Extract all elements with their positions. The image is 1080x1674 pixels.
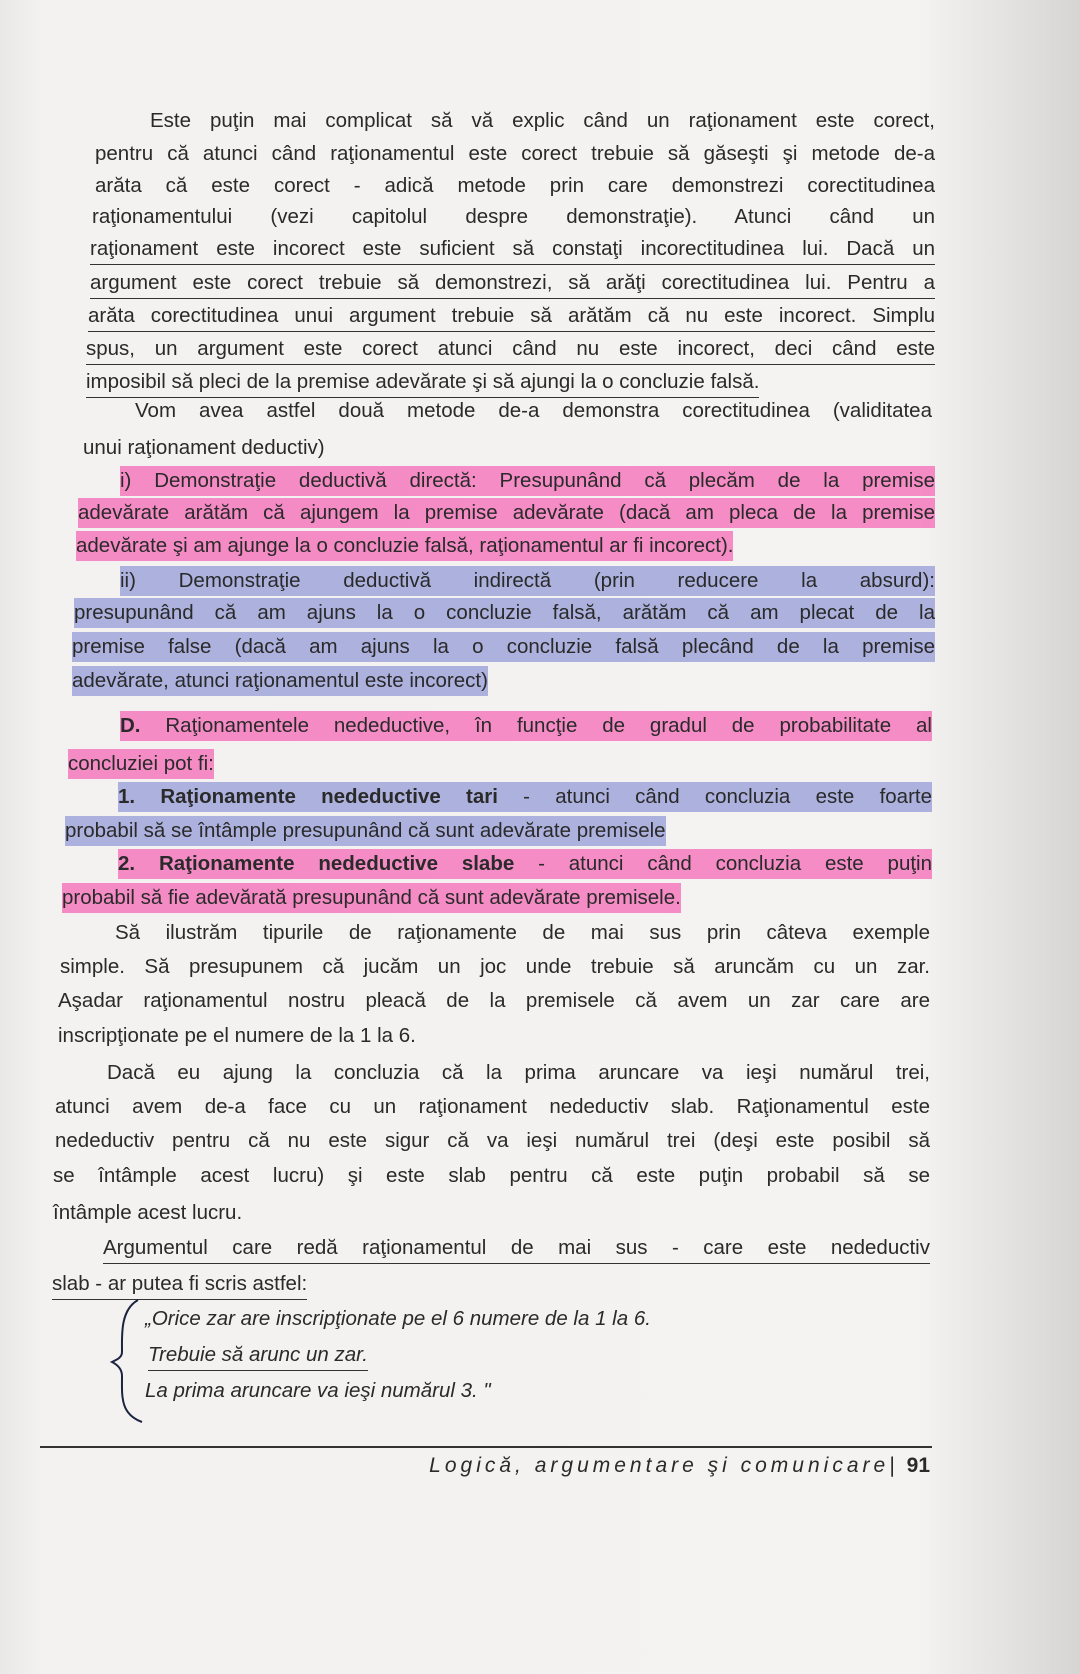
line-text: Este puţin mai complicat să vă explic când un raţionament este corect, bbox=[150, 109, 935, 132]
line-text: nedeductiv pentru că nu este sigur că va ieşi numărul trei (deşi este posibil să bbox=[55, 1129, 930, 1152]
text-line bbox=[53, 1161, 930, 1191]
line-text: atunci avem de-a face cu un raţionament nedeductiv slab. Raţionamentul este bbox=[55, 1095, 930, 1118]
highlighted-text-line bbox=[120, 711, 932, 741]
book-title: Logică, argumentare şi comunicare| bbox=[429, 1454, 899, 1477]
line-text: ii) Demonstraţie deductivă indirectă (prin reducere la absurd): bbox=[120, 569, 935, 592]
line-text: - atunci când concluzia este foarte bbox=[497, 785, 932, 808]
bold-term: 2. Raţionamente nedeductive slabe bbox=[118, 852, 515, 875]
line-text: adevărate, atunci raţionamentul este incorect) bbox=[72, 669, 488, 692]
text-line bbox=[95, 139, 935, 169]
line-text: „Orice zar are inscripţionate pe el 6 numere de la 1 la 6. bbox=[145, 1307, 651, 1330]
text-line bbox=[145, 1376, 491, 1406]
line-text: adevărate arătăm că ajungem la premise adevărate (dacă am pleca de la premise bbox=[78, 501, 935, 524]
text-line bbox=[58, 1021, 416, 1051]
line-text: întâmple acest lucru. bbox=[53, 1201, 243, 1224]
line-text: probabil să fie adevărată presupunând că sunt adevărate premisele. bbox=[62, 886, 681, 909]
highlighted-text-line bbox=[76, 531, 733, 561]
line-text: simple. Să presupunem că jucăm un joc unde trebuie să aruncăm cu un zar. bbox=[60, 955, 930, 978]
highlighted-text-line bbox=[118, 849, 932, 879]
line-text: se întâmple acest lucru) şi este slab pentru că este puţin probabil să se bbox=[53, 1164, 930, 1187]
highlighted-text-line bbox=[65, 816, 666, 846]
text-line bbox=[90, 268, 935, 299]
line-text: inscripţionate pe el numere de la 1 la 6. bbox=[58, 1024, 416, 1047]
line-text: arăta că este corect - adică metode prin care demonstrezi corectitudinea bbox=[95, 174, 935, 197]
text-line bbox=[107, 1058, 930, 1088]
text-line bbox=[150, 106, 935, 136]
line-text: Dacă eu ajung la concluzia că la prima aruncare va ieşi numărul trei, bbox=[107, 1061, 930, 1084]
page-number: 91 bbox=[906, 1454, 930, 1477]
highlighted-text-line bbox=[118, 782, 932, 812]
line-text: presupunând că am ajuns la o concluzie falsă, arătăm că am plecat de la bbox=[74, 601, 935, 624]
text-line bbox=[135, 396, 932, 426]
text-line bbox=[88, 301, 935, 332]
handwritten-brace bbox=[108, 1296, 148, 1426]
highlighted-text-line bbox=[62, 883, 681, 913]
line-text: probabil să se întâmple presupunând că sunt adevărate premisele bbox=[65, 819, 666, 842]
bold-term: D. bbox=[120, 714, 141, 737]
text-line bbox=[52, 1269, 307, 1300]
line-text: Raţionamentele nedeductive, în funcţie de gradul de probabilitate al bbox=[140, 714, 932, 737]
text-line bbox=[145, 1304, 651, 1334]
bold-term: 1. Raţionamente nedeductive tari bbox=[118, 785, 498, 808]
line-text: Argumentul care redă raţionamentul de mai sus - care este nedeductiv bbox=[103, 1236, 930, 1259]
text-line bbox=[55, 1092, 930, 1122]
text-line bbox=[90, 234, 935, 265]
highlighted-text-line bbox=[74, 598, 935, 628]
text-line bbox=[58, 986, 930, 1016]
line-text: Să ilustrăm tipurile de raţionamente de mai sus prin câteva exemple bbox=[115, 921, 930, 944]
line-text: adevărate şi am ajunge la o concluzie falsă, raţionamentul ar fi incorect). bbox=[76, 534, 734, 557]
highlighted-text-line bbox=[120, 466, 935, 496]
line-text: pentru că atunci când raţionamentul este corect trebuie să găseşti şi metode de-a bbox=[95, 142, 935, 165]
page-footer bbox=[429, 1454, 930, 1478]
text-line bbox=[86, 334, 935, 365]
footer-rule bbox=[40, 1446, 932, 1448]
highlighted-text-line bbox=[120, 566, 935, 596]
highlighted-text-line bbox=[72, 666, 488, 696]
line-text: Trebuie să arunc un zar. bbox=[148, 1343, 368, 1366]
highlighted-text-line bbox=[78, 498, 935, 528]
line-text: La prima aruncare va ieşi numărul 3. " bbox=[145, 1379, 491, 1402]
text-line bbox=[60, 952, 930, 982]
line-text: arăta corectitudinea unui argument trebuie să arătăm că nu este incorect. Simplu bbox=[88, 304, 935, 327]
line-text: raţionamentului (vezi capitolul despre demonstraţie). Atunci când un bbox=[92, 205, 935, 228]
highlighted-text-line bbox=[72, 632, 935, 662]
text-line bbox=[95, 171, 935, 201]
text-line bbox=[83, 433, 325, 463]
line-text: i) Demonstraţie deductivă directă: Presupunând că plecăm de la premise bbox=[120, 469, 935, 492]
line-text: Aşadar raţionamentul nostru pleacă de la premisele că avem un zar care are bbox=[58, 989, 930, 1012]
line-text: unui raţionament deductiv) bbox=[83, 436, 325, 459]
text-line bbox=[55, 1126, 930, 1156]
text-line bbox=[86, 367, 759, 398]
line-text: concluziei pot fi: bbox=[68, 752, 214, 775]
line-text: spus, un argument este corect atunci când nu este incorect, deci când este bbox=[86, 337, 935, 360]
line-text: raţionament este incorect este suficient să constaţi incorectitudinea lui. Dacă un bbox=[90, 237, 935, 260]
line-text: imposibil să pleci de la premise adevărate şi să ajungi la o concluzie falsă. bbox=[86, 370, 760, 393]
text-line bbox=[103, 1233, 930, 1264]
line-text: slab - ar putea fi scris astfel: bbox=[52, 1272, 308, 1295]
line-text: argument este corect trebuie să demonstrezi, să arăţi corectitudinea lui. Pentru a bbox=[90, 271, 935, 294]
text-line bbox=[148, 1340, 368, 1371]
text-line bbox=[92, 202, 935, 232]
line-text: - atunci când concluzia este puţin bbox=[514, 852, 932, 875]
text-line bbox=[115, 918, 930, 948]
text-line bbox=[53, 1198, 242, 1228]
line-text: Vom avea astfel două metode de-a demonstra corectitudinea (validitatea bbox=[135, 399, 932, 422]
line-text: premise false (dacă am ajuns la o concluzie falsă plecând de la premise bbox=[72, 635, 935, 658]
highlighted-text-line bbox=[68, 749, 214, 779]
